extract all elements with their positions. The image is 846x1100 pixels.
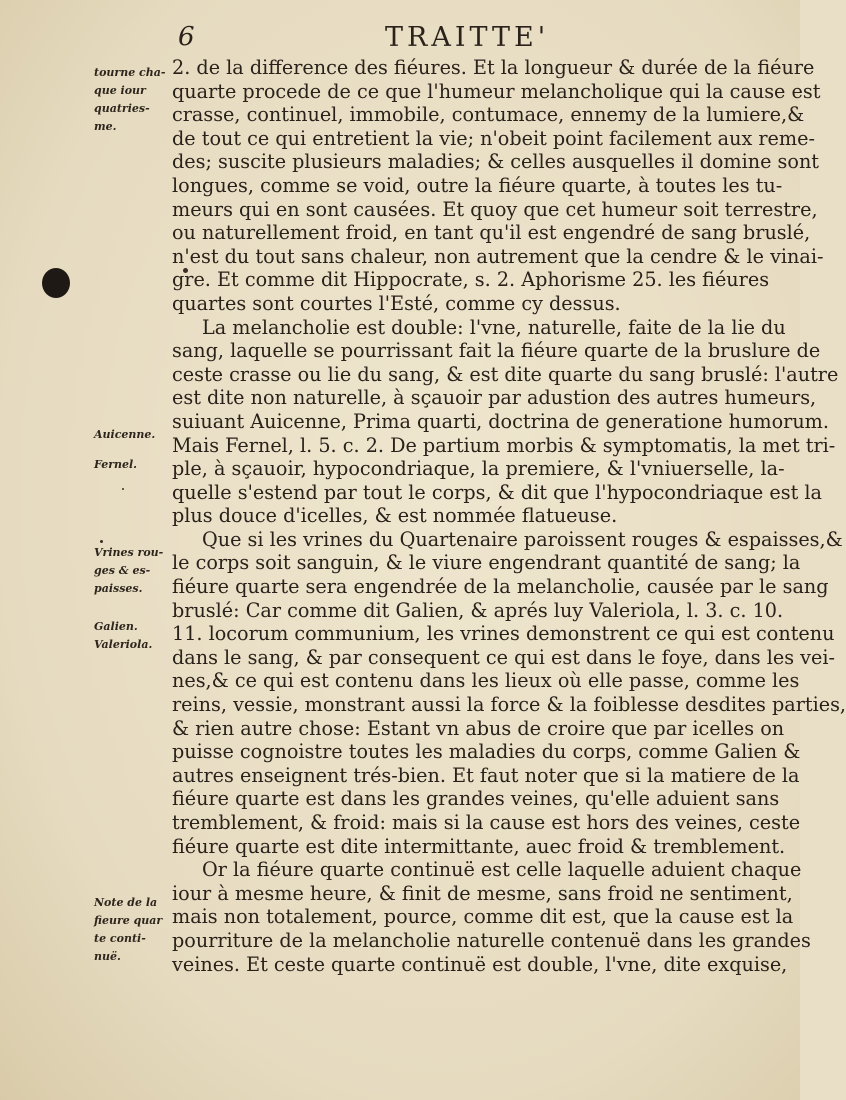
margin-notes bbox=[94, 60, 176, 1080]
text-line: ple, à sçauoir, hypocondriaque, la premiere, & l'vniuerselle, la- bbox=[172, 457, 785, 481]
text-line: tremblement, & froid: mais si la cause est hors des veines, ceste bbox=[172, 811, 801, 834]
paragraph-start-line: Que si les vrines du Quartenaire paroissent rouges & espaisses,& bbox=[202, 527, 843, 551]
margin-note-line: que iour bbox=[94, 84, 146, 97]
margin-note-galien-valeriola bbox=[94, 618, 176, 654]
text-line: reins, vessie, monstrant aussi la force & la foiblesse desdites parties, bbox=[172, 693, 846, 717]
text-line: ou naturellement froid, en tant qu'il est engendré de sang bruslé, bbox=[172, 221, 811, 245]
paragraph-start-line: La melancholie est double: l'vne, naturelle, faite de la lie du bbox=[202, 315, 786, 339]
paragraph-start-line: Or la fiéure quarte continuë est celle laquelle aduient chaque bbox=[202, 858, 802, 882]
text-line: quelle s'estend par tout le corps, & dit que l'hypocondriaque est la bbox=[172, 480, 822, 504]
text-line: autres enseignent trés-bien. Et faut noter que si la matiere de la bbox=[172, 763, 800, 787]
margin-note-line: Vrines rou- bbox=[94, 546, 164, 559]
margin-note-line: Auicenne. bbox=[94, 428, 156, 441]
text-line: quartes sont courtes l'Esté, comme cy dessus. bbox=[172, 291, 621, 315]
text-line: 2. de la difference des fiéures. Et la longueur & durée de la fiéure bbox=[172, 56, 815, 79]
text-line: dans le sang, & par consequent ce qui est dans le foye, dans les vei- bbox=[172, 645, 835, 669]
text-line: plus douce d'icelles, & est nommée flatueuse. bbox=[172, 504, 618, 528]
text-line: est dite non naturelle, à sçauoir par adustion des autres humeurs, bbox=[172, 386, 817, 410]
margin-note-line: fieure quar bbox=[94, 914, 163, 927]
text-line: fiéure quarte est dite intermittante, auec froid & tremblement. bbox=[172, 834, 786, 858]
margin-note-line: quatries- bbox=[94, 102, 150, 115]
text-line: gre. Et comme dit Hippocrate, s. 2. Aphorisme 25. les fiéures bbox=[172, 268, 770, 292]
text-line: 11. locorum communium, les vrines demonstrent ce qui est contenu bbox=[172, 622, 835, 646]
text-line: des; suscite plusieurs maladies; & celles ausquelles il domine sont bbox=[172, 150, 820, 174]
text-line: ceste crasse ou lie du sang, & est dite quarte du sang bruslé: l'autre bbox=[172, 362, 839, 386]
text-line: bruslé: Car comme dit Galien, & aprés luy Valeriola, l. 3. c. 10. bbox=[172, 598, 784, 622]
text-line: nes,& ce qui est contenu dans les lieux où elle passe, comme les bbox=[172, 669, 800, 693]
margin-note-line: Galien. bbox=[94, 620, 138, 633]
margin-note-line: paisses. bbox=[94, 582, 143, 595]
text-line: fiéure quarte est dans les grandes veines, qu'elle aduient sans bbox=[172, 787, 780, 811]
margin-note-auicenne bbox=[94, 426, 176, 444]
margin-note-line: Fernel. bbox=[94, 458, 138, 471]
text-line: de tout ce qui entretient la vie; n'obeit point facilement aux reme- bbox=[172, 126, 815, 150]
text-line: puisse cognoistre toutes les maladies du corps, comme Galien & bbox=[172, 740, 801, 764]
text-line: & rien autre chose: Estant vn abus de croire que par icelles on bbox=[172, 716, 785, 740]
text-line: le corps soit sanguin, & le viure engendrant quantité de sang; la bbox=[172, 551, 801, 575]
text-line: fiéure quarte sera engendrée de la melancholie, causée par le sang bbox=[172, 575, 829, 599]
margin-note-tourne-chaque-jour bbox=[94, 64, 176, 136]
text-line: Mais Fernel, l. 5. c. 2. De partium morbis & symptomatis, la met tri- bbox=[172, 433, 836, 457]
running-title: TRAITTE' bbox=[385, 22, 550, 53]
margin-note-line: tourne cha- bbox=[94, 66, 166, 79]
margin-note-vrines bbox=[94, 544, 176, 598]
text-line: veines. Et ceste quarte continuë est double, l'vne, dite exquise, bbox=[172, 952, 788, 976]
text-line: pourriture de la melancholie naturelle contenuë dans les grandes bbox=[172, 928, 811, 952]
margin-note-line: Valeriola. bbox=[94, 638, 153, 651]
margin-note-line: te conti- bbox=[94, 932, 146, 945]
text-line: sang, laquelle se pourrissant fait la fiéure quarte de la bruslure de bbox=[172, 339, 821, 363]
text-line: quarte procede de ce que l'humeur melancholique qui la cause est bbox=[172, 79, 821, 103]
margin-note-line: me. bbox=[94, 120, 117, 133]
text-line: mais non totalement, pource, comme dit est, que la cause est la bbox=[172, 905, 794, 929]
page-number: 6 bbox=[178, 22, 196, 52]
text-line: suiuant Auicenne, Prima quarti, doctrina de generatione humorum. bbox=[172, 409, 829, 433]
margin-note-line: nuë. bbox=[94, 950, 121, 963]
text-line: crasse, continuel, immobile, contumace, ennemy de la lumiere,& bbox=[172, 103, 805, 127]
margin-note-line: Note de la bbox=[94, 896, 158, 909]
text-line: iour à mesme heure, & finit de mesme, sans froid ne sentiment, bbox=[172, 881, 793, 905]
ink-blot bbox=[42, 268, 70, 298]
main-text bbox=[172, 56, 846, 976]
margin-note-line: ges & es- bbox=[94, 564, 151, 577]
text-line: n'est du tout sans chaleur, non autrement que la cendre & le vinai- bbox=[172, 244, 824, 268]
margin-note-fernel bbox=[94, 456, 176, 474]
margin-note-fieure-continue bbox=[94, 894, 176, 966]
text-line: longues, comme se void, outre la fiéure quarte, à toutes les tu- bbox=[172, 173, 783, 197]
text-line: meurs qui en sont causées. Et quoy que cet humeur soit terrestre, bbox=[172, 197, 818, 221]
